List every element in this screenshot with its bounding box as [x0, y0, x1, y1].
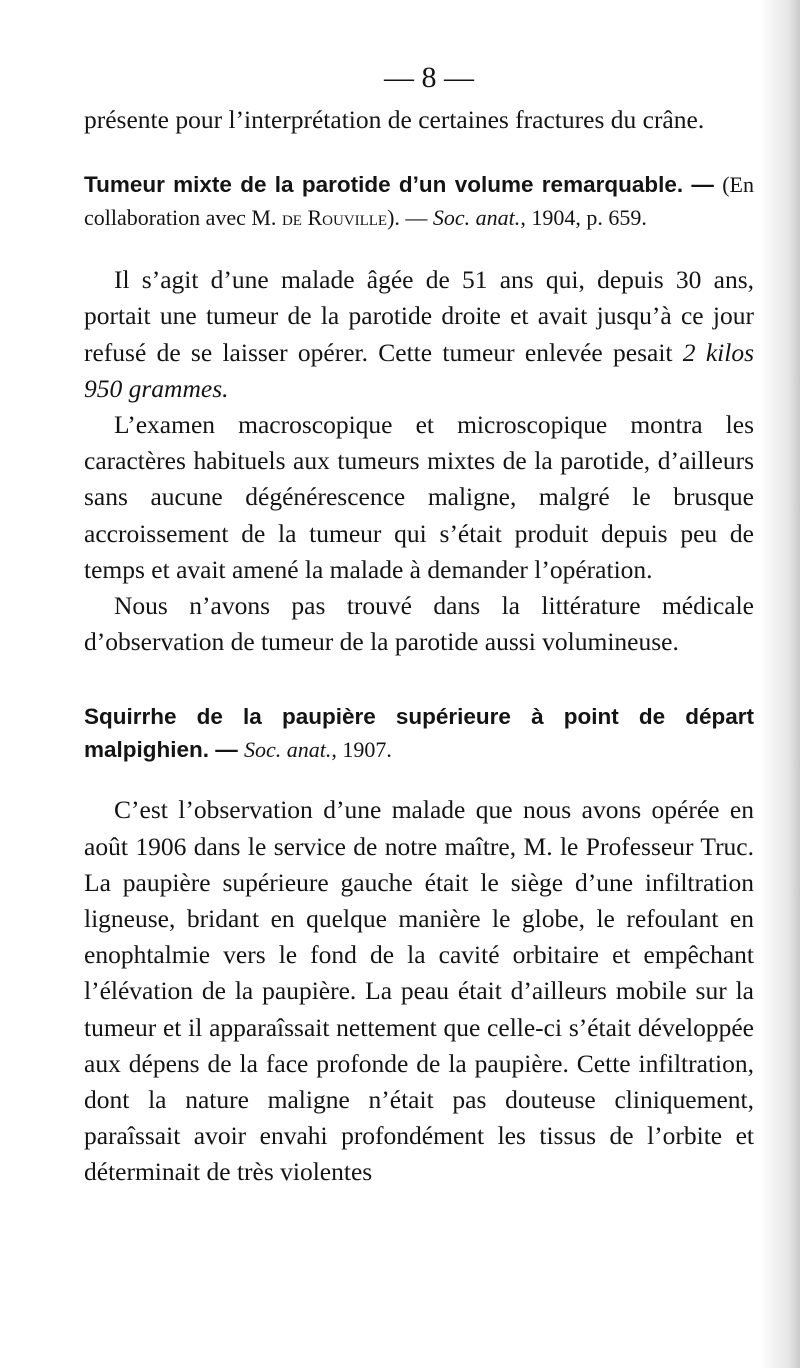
- journal-name: Soc. anat.: [432, 205, 521, 231]
- journal-name: Soc. anat.: [244, 737, 332, 763]
- section-body: [84, 792, 754, 1190]
- section-reference: (En collaboration avec M. de Rouville). — Soc. anat., 1904, p. 659.: [84, 172, 754, 231]
- body-paragraph: Il s’agit d’une malade âgée de 51 ans qui, depuis 30 ans, portait une tumeur de la parotide droite et avait jusqu’à ce jour refusé de se laisser opérer. Cette tumeur enlevée pesait 2 kilos 950 grammes.: [84, 265, 754, 403]
- section-body: [84, 262, 754, 660]
- section-reference: Soc. anat., 1907.: [244, 737, 392, 763]
- section-title: Tumeur mixte de la parotide d’un volume remarquable. —: [84, 172, 714, 198]
- section-heading: [84, 700, 754, 766]
- body-paragraph: Nous n’avons pas trouvé dans la littérature médicale d’observation de tumeur de la parotide aussi volumineuse.: [84, 591, 754, 657]
- page-number: — 8 —: [384, 61, 474, 94]
- body-paragraph: C’est l’observation d’une malade que nous avons opérée en août 1906 dans le service de notre maître, M. le Professeur Truc. La paupière supérieure gauche était le siège d’une infiltration ligneuse, bridant en quelque manière le globe, le refoulant en enophtalmie vers le fond de la cavité orbitaire et empêchant l’élévation de la paupière. La peau était d’ailleurs mobile sur la tumeur et il apparaîssait nettement que celle-ci s’était développée aux dépens de la face profonde de la paupière. Cette infiltration, dont la nature maligne n’était pas douteuse cliniquement, paraîssait avoir envahi profondément les tissus de l’orbite et déterminait de très violentes: [84, 795, 754, 1187]
- section-title: Squirrhe de la paupière supérieure à point de départ malpighien. —: [84, 704, 754, 763]
- section-squirrhe: [84, 700, 754, 1190]
- section-tumeur-mixte: [84, 168, 754, 660]
- document-page: [84, 58, 754, 1191]
- body-paragraph: L’examen macroscopique et microscopique montra les caractères habituels aux tumeurs mixtes de la parotide, d’ailleurs sans aucune dégénérescence maligne, malgré le brusque accroissement de la tumeur qui s’était produit depuis peu de temps et avait amené la malade à demander l’opération.: [84, 410, 754, 584]
- page-edge-shadow: [760, 0, 800, 1368]
- author-name: Rouville: [307, 205, 388, 231]
- tumor-weight: 2 kilos 950 grammes.: [84, 337, 754, 403]
- intro-paragraph: présente pour l’interprétation de certaines fractures du crâne.: [84, 105, 705, 134]
- section-heading: [84, 168, 754, 234]
